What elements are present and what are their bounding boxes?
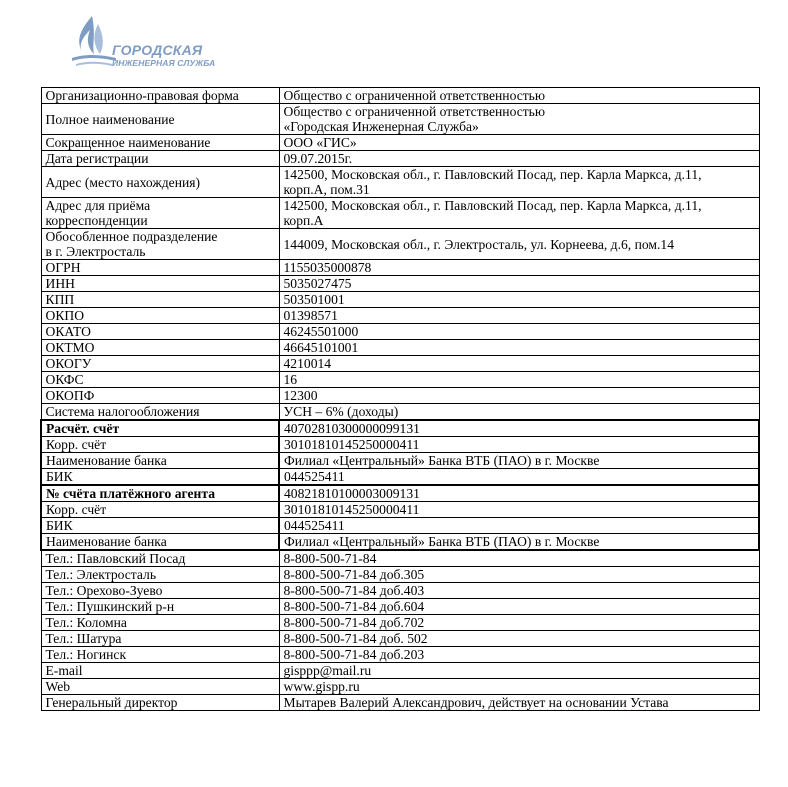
row-label: Тел.: Пушкинский р-н xyxy=(41,599,279,615)
row-value: 8-800-500-71-84 доб.604 xyxy=(279,599,759,615)
table-row xyxy=(41,276,759,292)
row-value: 30101810145250000411 xyxy=(279,437,759,453)
row-value: 1155035000878 xyxy=(279,260,759,276)
table-row xyxy=(41,550,759,567)
row-value: Филиал «Центральный» Банка ВТБ (ПАО) в г. Москве xyxy=(279,534,759,551)
table-row xyxy=(41,679,759,695)
table-row xyxy=(41,340,759,356)
row-value: 142500, Московская обл., г. Павловский Посад, пер. Карла Маркса, д.11, корп.А xyxy=(279,198,759,229)
table-row xyxy=(41,437,759,453)
table-row xyxy=(41,151,759,167)
row-value: 8-800-500-71-84 доб.403 xyxy=(279,583,759,599)
row-value: 8-800-500-71-84 доб.702 xyxy=(279,615,759,631)
row-label: ОКАТО xyxy=(41,324,279,340)
row-label: Тел.: Электросталь xyxy=(41,567,279,583)
table-row xyxy=(41,695,759,711)
row-value: 40702810300000099131 xyxy=(279,420,759,437)
table-row xyxy=(41,292,759,308)
row-value: Общество с ограниченной ответственностью «Городская Инженерная Служба» xyxy=(279,104,759,135)
row-label: БИК xyxy=(41,518,279,534)
row-value: 46245501000 xyxy=(279,324,759,340)
row-label: Генеральный директор xyxy=(41,695,279,711)
email-link[interactable]: gisppp@mail.ru xyxy=(279,663,759,679)
row-label: Тел.: Орехово-Зуево xyxy=(41,583,279,599)
row-value: Филиал «Центральный» Банка ВТБ (ПАО) в г. Москве xyxy=(279,453,759,469)
row-value: 8-800-500-71-84 доб.305 xyxy=(279,567,759,583)
table-row xyxy=(41,502,759,518)
row-label: Организационно-правовая форма xyxy=(41,88,279,104)
table-row xyxy=(41,631,759,647)
table-row xyxy=(41,356,759,372)
row-label: Корр. счёт xyxy=(41,502,279,518)
company-logo xyxy=(70,14,216,72)
row-label: ОКТМО xyxy=(41,340,279,356)
row-value: 40821810100003009131 xyxy=(279,485,759,502)
table-row xyxy=(41,260,759,276)
row-label: БИК xyxy=(41,469,279,486)
row-label: КПП xyxy=(41,292,279,308)
row-value: 8-800-500-71-84 xyxy=(279,550,759,567)
web-link[interactable]: www.gispp.ru xyxy=(279,679,759,695)
row-label: Тел.: Шатура xyxy=(41,631,279,647)
row-value: 044525411 xyxy=(279,469,759,486)
table-row xyxy=(41,198,759,229)
row-label: Web xyxy=(41,679,279,695)
row-label: Адрес для приёма корреспонденции xyxy=(41,198,279,229)
row-label: E-mail xyxy=(41,663,279,679)
table-row xyxy=(41,518,759,534)
table-row xyxy=(41,567,759,583)
row-value: Общество с ограниченной ответственностью xyxy=(279,88,759,104)
row-value: 4210014 xyxy=(279,356,759,372)
row-label: Система налогообложения xyxy=(41,404,279,421)
row-value: 5035027475 xyxy=(279,276,759,292)
table-row xyxy=(41,485,759,502)
row-label: Дата регистрации xyxy=(41,151,279,167)
row-label: Тел.: Коломна xyxy=(41,615,279,631)
row-value: 09.07.2015г. xyxy=(279,151,759,167)
table-row xyxy=(41,420,759,437)
table-row xyxy=(41,308,759,324)
row-value: 30101810145250000411 xyxy=(279,502,759,518)
row-value: 142500, Московская обл., г. Павловский Посад, пер. Карла Маркса, д.11, корп.А, пом.31 xyxy=(279,167,759,198)
row-label: ОКОПФ xyxy=(41,388,279,404)
row-label: ОКОГУ xyxy=(41,356,279,372)
row-value: 8-800-500-71-84 доб.203 xyxy=(279,647,759,663)
row-value: ООО «ГИС» xyxy=(279,135,759,151)
row-value: 144009, Московская обл., г. Электросталь, ул. Корнеева, д.6, пом.14 xyxy=(279,229,759,260)
row-value: 044525411 xyxy=(279,518,759,534)
logo-title: ГОРОДСКАЯ xyxy=(112,42,203,58)
row-label: ОКПО xyxy=(41,308,279,324)
row-label: ОКФС xyxy=(41,372,279,388)
table-row xyxy=(41,647,759,663)
row-label: Обособленное подразделение в г. Электросталь xyxy=(41,229,279,260)
row-label: ИНН xyxy=(41,276,279,292)
table-row xyxy=(41,663,759,679)
table-row xyxy=(41,324,759,340)
table-row xyxy=(41,615,759,631)
row-value: УСН – 6% (доходы) xyxy=(279,404,759,421)
row-label: № счёта платёжного агента xyxy=(41,485,279,502)
row-value: Мытарев Валерий Александрович, действует на основании Устава xyxy=(279,695,759,711)
row-label: Адрес (место нахождения) xyxy=(41,167,279,198)
row-label: Сокращенное наименование xyxy=(41,135,279,151)
row-label: Наименование банка xyxy=(41,534,279,551)
logo-subtitle: ИНЖЕНЕРНАЯ СЛУЖБА xyxy=(112,58,216,68)
row-value: 12300 xyxy=(279,388,759,404)
table-row xyxy=(41,404,759,421)
row-label: Корр. счёт xyxy=(41,437,279,453)
row-value: 8-800-500-71-84 доб. 502 xyxy=(279,631,759,647)
row-label: Тел.: Павловский Посад xyxy=(41,550,279,567)
row-value: 01398571 xyxy=(279,308,759,324)
table-row xyxy=(41,469,759,486)
row-value: 16 xyxy=(279,372,759,388)
company-details-table xyxy=(40,87,760,711)
table-row xyxy=(41,167,759,198)
table-row xyxy=(41,534,759,551)
table-row xyxy=(41,453,759,469)
row-label: Расчёт. счёт xyxy=(41,420,279,437)
row-label: Полное наименование xyxy=(41,104,279,135)
table-row xyxy=(41,229,759,260)
row-label: ОГРН xyxy=(41,260,279,276)
row-label: Тел.: Ногинск xyxy=(41,647,279,663)
table-row xyxy=(41,135,759,151)
row-value: 503501001 xyxy=(279,292,759,308)
table-row xyxy=(41,372,759,388)
table-row xyxy=(41,104,759,135)
table-row xyxy=(41,599,759,615)
table-row xyxy=(41,388,759,404)
row-label: Наименование банка xyxy=(41,453,279,469)
table-row xyxy=(41,88,759,104)
table-row xyxy=(41,583,759,599)
row-value: 46645101001 xyxy=(279,340,759,356)
